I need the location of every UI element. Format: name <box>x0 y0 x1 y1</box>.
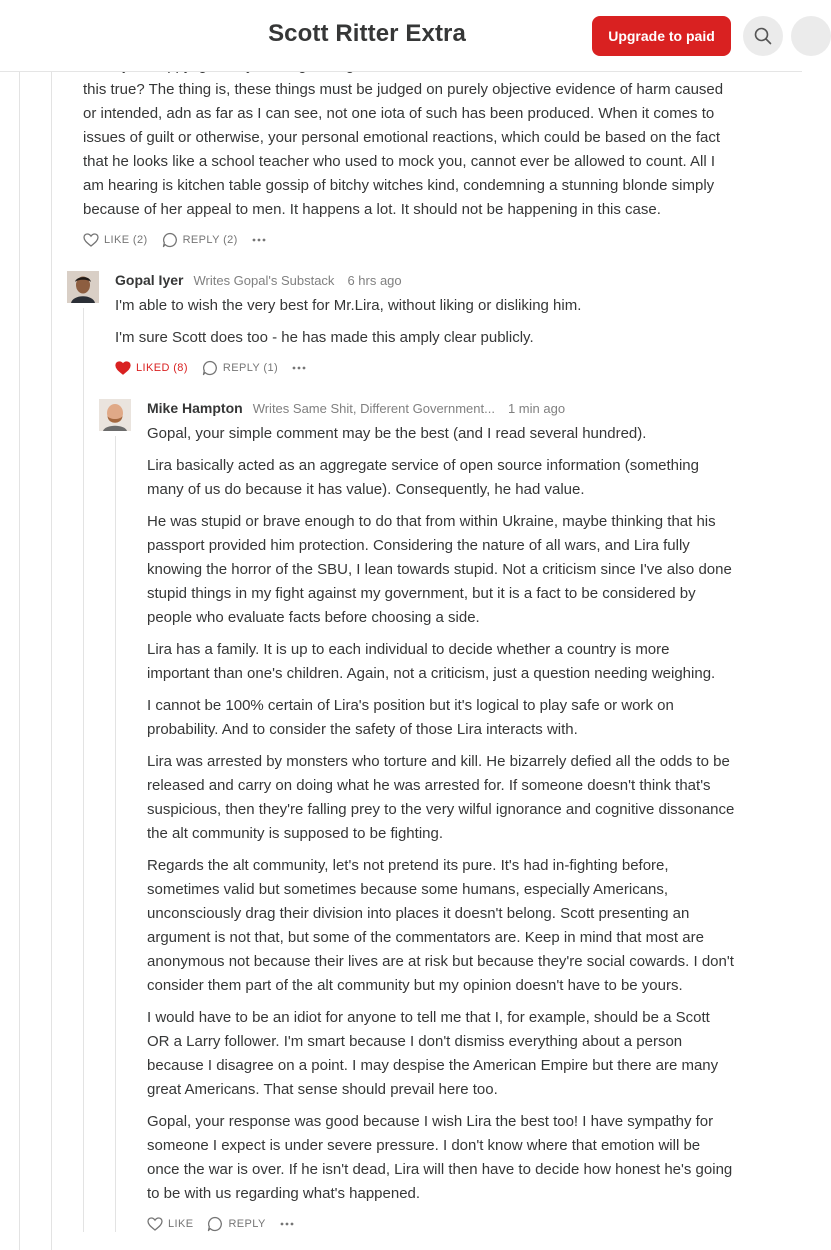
comment-body <box>147 422 735 1214</box>
comment-header <box>147 400 565 416</box>
comment-paragraph: I'm able to wish the very best for Mr.Lira, without liking or disliking him. <box>115 297 582 314</box>
reply-label: REPLY <box>228 1218 266 1230</box>
reply-button[interactable] <box>202 360 278 376</box>
thread-rail-level1 <box>51 72 52 1250</box>
more-icon[interactable] <box>791 16 831 56</box>
like-label: LIKED (8) <box>136 362 188 374</box>
comment-paragraph: Lira has a family. It is up to each individual to decide whether a country is more important than one's children. Again, not a criticism, just a question needing weighing. <box>147 641 716 682</box>
comment-paragraph: I cannot be 100% certain of Lira's position but it's logical to play safe or work on probability. And to consider the safety of those Lira interacts with. <box>147 697 674 738</box>
search-icon <box>754 27 772 45</box>
ellipsis-icon <box>292 366 306 370</box>
comment-actions <box>83 232 266 248</box>
ellipsis-icon <box>252 238 266 242</box>
comment-paragraph: Lira was arrested by monsters who torture and kill. He bizarrely defied all the odds to be released and carry on doing what he was arrested for. If someone doesn't think that's suspicious, then they're falling prey to the very wilful ignorance and cognitive dissonance the alt community is supposed to be fighting. <box>147 753 735 842</box>
author-publication[interactable]: Writes Same Shit, Different Government... <box>252 401 495 416</box>
comment-paragraph: this true? The thing is, these things must be judged on purely objective evidence of harm caused or intended, adn as far as I can see, not one iota of such has been produced. When it comes to issues of guilt or otherwise, your personal emotional reactions, which could be based on the fact that he looks like a school teacher who used to mock you, cannot ever be allowed to count. All I am hearing is kitchen table gossip of bitchy witches kind, condemning a stunning blonde simply because of her appeal to men. It happens a lot. It should not be happening in this case. <box>83 81 724 218</box>
author-publication[interactable]: Writes Gopal's Substack <box>193 273 335 288</box>
comment-paragraph: I'm sure Scott does too - he has made this amply clear publicly. <box>115 329 534 346</box>
heart-icon <box>147 1217 163 1231</box>
avatar[interactable] <box>99 399 131 431</box>
like-label: LIKE <box>168 1218 194 1230</box>
comment-paragraph: Gopal, your simple comment may be the best (and I read several hundred). <box>147 425 647 442</box>
thread-rail-gopal <box>83 308 84 1232</box>
reply-icon <box>207 1216 223 1232</box>
avatar-image <box>99 399 131 431</box>
comment-paragraph: He was stupid or brave enough to do that from within Ukraine, maybe thinking that his passport provided him protection. Considering the nature of all wars, and Lira fully knowing the horror of the SBU, I lean towards stupid. Not a criticism since I've also done stupid things in my fight against my government, but it is a fact to be considered by people who evaluate facts before choosing a side. <box>147 513 732 626</box>
publication-title[interactable]: Scott Ritter Extra <box>268 20 466 47</box>
author-name[interactable]: Mike Hampton <box>147 400 243 416</box>
like-button[interactable] <box>115 361 188 375</box>
comment-menu-button[interactable] <box>280 1222 294 1226</box>
like-label: LIKE (2) <box>104 234 148 246</box>
avatar[interactable] <box>67 271 99 303</box>
comment-timestamp[interactable]: 1 min ago <box>507 401 566 416</box>
comment-body <box>83 72 733 222</box>
ellipsis-icon <box>280 1222 294 1226</box>
comment-paragraph: Regards the alt community, let's not pretend its pure. It's had in-fighting before, sometimes valid but sometimes because some humans, especially Americans, unconsciously drag their division into places it doesn't belong. Scott presenting an argument is not that, but some of the commentators are. Keep in mind that most are anonymous not because their lives are at risk but because they're social cowards. I don't consider them part of the alt community but my opinion doesn't have to be yours. <box>147 857 734 994</box>
comment-paragraph: Gopal, your response was good because I wish Lira the best too! I have sympathy for someone I expect is under severe pressure. I don't know where that emotion will be once the war is over. If he isn't dead, Lira will then have to decide how honest he's going to be with us regarding what's happened. <box>147 1113 733 1202</box>
comment-actions <box>115 360 306 376</box>
comment-menu-button[interactable] <box>252 238 266 242</box>
heart-filled-icon <box>115 361 131 375</box>
comment-header <box>115 272 402 288</box>
like-button[interactable] <box>83 233 148 247</box>
comment-paragraph: Lira basically acted as an aggregate service of open source information (something many of us do because it has value). Consequently, he had value. <box>147 457 699 498</box>
avatar-image <box>67 271 99 303</box>
author-name[interactable]: Gopal Iyer <box>115 272 184 288</box>
reply-icon <box>162 232 178 248</box>
reply-icon <box>202 360 218 376</box>
search-button[interactable] <box>743 16 783 56</box>
thread-rail-outer <box>19 72 20 1250</box>
comment-actions <box>147 1216 294 1232</box>
reply-button[interactable] <box>207 1216 265 1232</box>
thread-rail-mike <box>115 436 116 1232</box>
upgrade-button[interactable]: Upgrade to paid <box>592 16 731 56</box>
heart-icon <box>83 233 99 247</box>
top-nav <box>0 0 802 72</box>
reply-label: REPLY (1) <box>222 362 279 374</box>
reply-button[interactable] <box>162 232 238 248</box>
comment-menu-button[interactable] <box>292 366 306 370</box>
like-button[interactable] <box>147 1217 193 1231</box>
comment-body <box>115 294 735 358</box>
comment-paragraph: I would have to be an idiot for anyone to tell me that I, for example, should be a Scott OR a Larry follower. I'm smart because I don't dismiss everything about a person because I disagree on a point. I may despise the American Empire but there are many great Americans. That sense should prevail here too. <box>147 1009 719 1098</box>
comment-timestamp[interactable]: 6 hrs ago <box>347 273 402 288</box>
reply-label: REPLY (2) <box>182 234 238 246</box>
